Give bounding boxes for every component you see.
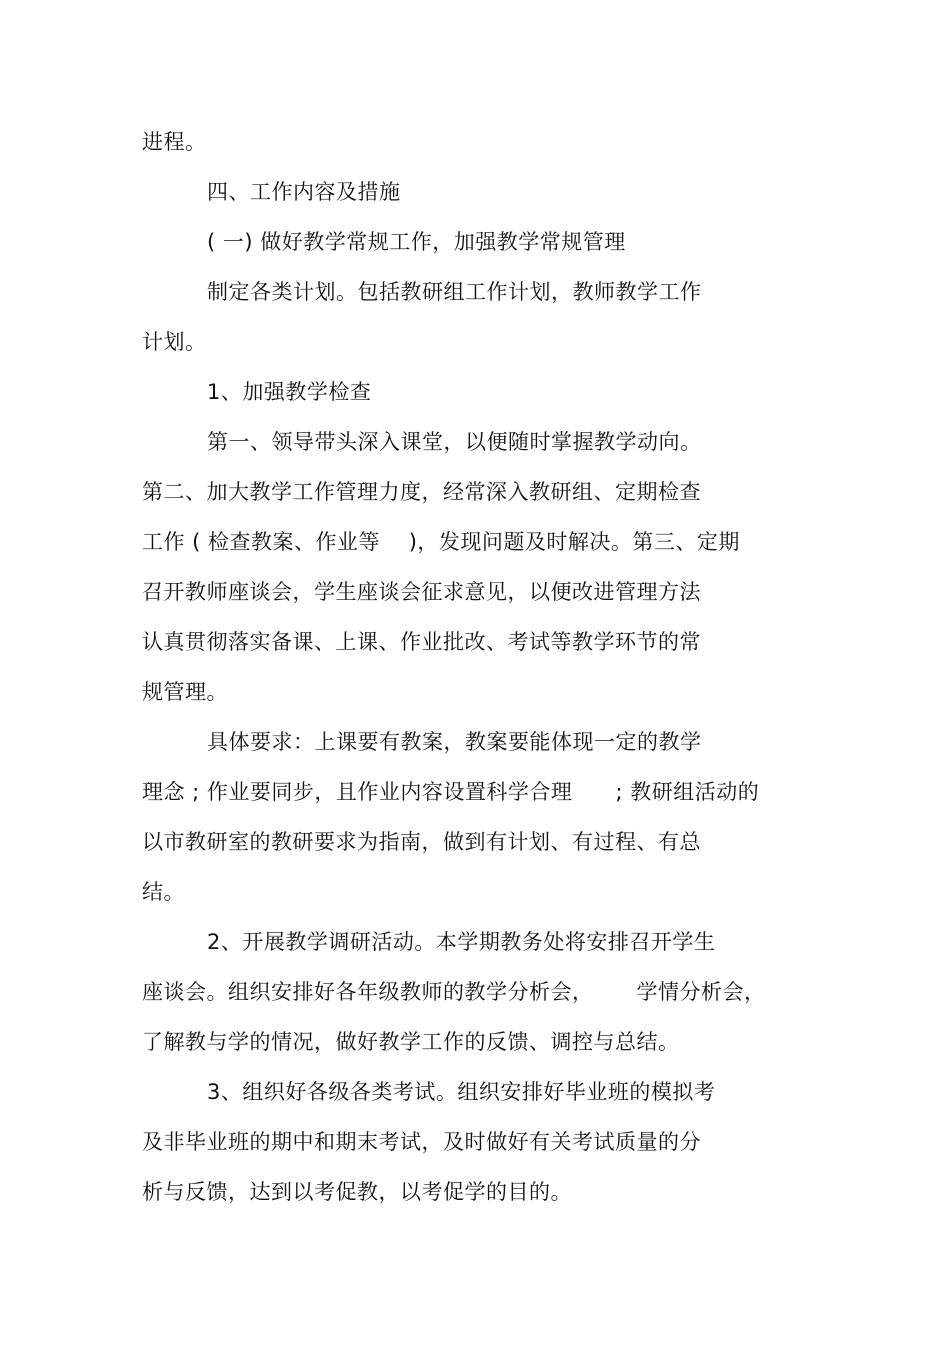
subsection-heading: ( 一) 做好教学常规工作，加强教学常规管理	[207, 230, 626, 254]
item-heading: 2、开展教学调研活动。本学期教务处将安排召开学生	[207, 930, 716, 954]
text-line: 规管理。	[142, 680, 228, 704]
text-line: 具体要求：上课要有教案，教案要能体现一定的教学	[207, 730, 702, 754]
text-line: 结。	[142, 880, 185, 904]
text-line: 进程。	[142, 130, 207, 154]
text-line: 及非毕业班的期中和期末考试，及时做好有关考试质量的分	[142, 1130, 701, 1154]
item-heading: 3、组织好各级各类考试。组织安排好毕业班的模拟考	[207, 1080, 716, 1104]
text-line: 召开教师座谈会，学生座谈会征求意见，以便改进管理方法	[142, 580, 701, 604]
item-heading: 1、加强教学检查	[207, 380, 372, 404]
text-line: 了解教与学的情况，做好教学工作的反馈、调控与总结。	[142, 1030, 680, 1054]
text-line: 计划。	[142, 330, 207, 354]
text-line: 以市教研室的教研要求为指南，做到有计划、有过程、有总	[142, 830, 701, 854]
section-heading: 四、工作内容及措施	[207, 180, 401, 204]
text-line: 第二、加大教学工作管理力度，经常深入教研组、定期检查	[142, 480, 701, 504]
text-line: 析与反馈，达到以考促教，以考促学的目的。	[142, 1180, 572, 1204]
text-line: 制定各类计划。包括教研组工作计划，教师教学工作	[207, 280, 702, 304]
text-line: 第一、领导带头深入课堂，以便随时掌握教学动向。	[207, 430, 702, 454]
text-line: 座谈会。组织安排好各年级教师的教学分析会， 学情分析会，	[142, 980, 766, 1004]
text-line: 工作 ( 检查教案、作业等 )，发现问题及时解决。第三、定期	[142, 530, 740, 554]
text-line: 理念 ; 作业要同步，且作业内容设置科学合理 ; 教研组活动的	[142, 780, 760, 804]
text-line: 认真贯彻落实备课、上课、作业批改、考试等教学环节的常	[142, 630, 701, 654]
